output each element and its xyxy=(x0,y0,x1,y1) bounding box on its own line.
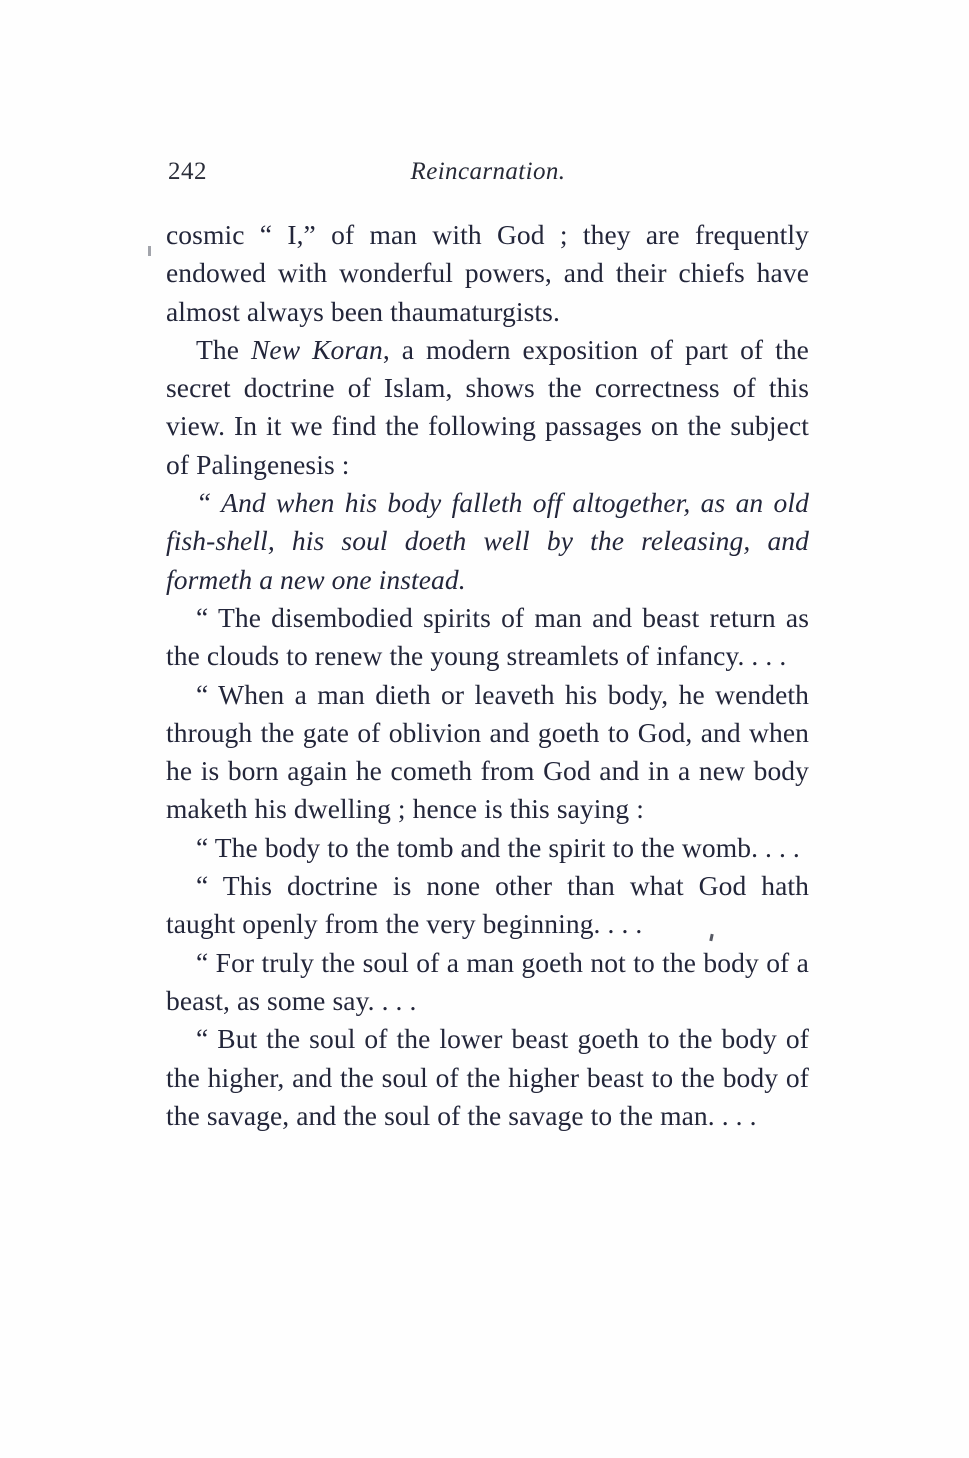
page-header xyxy=(168,158,808,190)
paragraph: “ This doctrine is none other than what God hath taught openly from the very beginning. . . . xyxy=(166,870,809,940)
paragraph: “ When a man dieth or leaveth his body, he wendeth through the gate of oblivion and goeth to God, and when he is born again he cometh from God and in a new body maketh his dwelling ; hence is this saying : xyxy=(166,678,809,825)
paragraph: cosmic “ I,” of man with God ; they are frequently endowed with wonderful powers, and their chiefs have almost always been thaumaturgists. xyxy=(166,219,809,327)
page-number: 242 xyxy=(168,158,207,185)
paragraph: The New Koran, a modern exposition of part of the secret doctrine of Islam, shows the correctness of this view. In it we find the following passages on the subject of Palingenesis : xyxy=(166,333,809,480)
paragraph: “ The disembodied spirits of man and beast return as the clouds to renew the young streamlets of infancy. . . . xyxy=(166,601,809,672)
page-edge-mark xyxy=(148,246,151,256)
paragraph: “ The body to the tomb and the spirit to the womb. . . . xyxy=(196,831,800,863)
paragraph: “ For truly the soul of a man goeth not to the body of a beast, as some say. . . . xyxy=(166,946,809,1016)
paragraph: “ And when his body falleth off altogether, as an old fish-shell, his soul doeth well by the releasing, and formeth a new one instead. xyxy=(166,487,809,595)
paragraph: “ But the soul of the lower beast goeth to the body of the higher, and the soul of the higher beast to the body of the savage, and the soul of the savage to the man. . . . xyxy=(166,1023,809,1131)
cited-work-title: New Koran xyxy=(250,333,383,365)
page-body xyxy=(166,216,809,1135)
running-title: Reincarnation. xyxy=(410,158,566,185)
